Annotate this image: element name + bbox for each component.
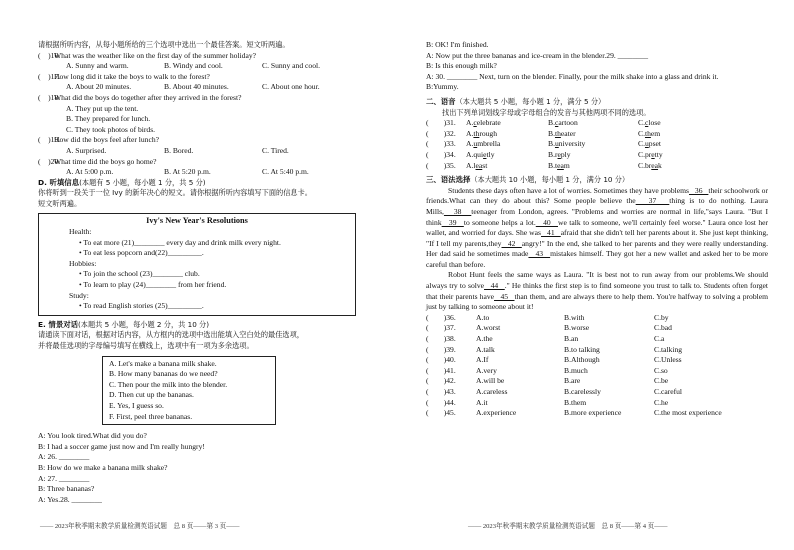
question-number: ( )16. bbox=[38, 50, 61, 60]
question-number: ( )39. bbox=[426, 344, 456, 354]
option-c: C.close bbox=[638, 118, 661, 128]
option-c: C.so bbox=[654, 365, 668, 375]
option-c: C.bad bbox=[654, 323, 672, 333]
option-c: C. Tired. bbox=[262, 145, 289, 155]
blank-44: 44 bbox=[484, 281, 505, 291]
option-c: C.them bbox=[638, 128, 661, 138]
section-d-instructions: 你将听到一段关于一位 Ivy 的新年决心的短文。请你根据所听内容填写下面的信息卡。 bbox=[38, 188, 312, 198]
question-number: ( )18. bbox=[38, 92, 61, 102]
phonics-question bbox=[426, 161, 768, 172]
option-c: C.the most experience bbox=[654, 408, 722, 418]
option-b: B.Although bbox=[564, 355, 600, 365]
question-number: ( )41. bbox=[426, 365, 456, 375]
option-b: B.more experience bbox=[564, 408, 622, 418]
option-a: A.to bbox=[476, 312, 490, 322]
section-2-title: 二、语音 bbox=[426, 96, 456, 106]
option-b: B. Bored. bbox=[164, 145, 194, 155]
question-number: ( )42. bbox=[426, 376, 456, 386]
option-a: A.very bbox=[476, 365, 497, 375]
option-a: A.celebrate bbox=[466, 118, 501, 128]
grammar-question bbox=[426, 376, 768, 387]
option-b: B. At 5:20 p.m. bbox=[164, 167, 211, 177]
section-2-instructions: 找出下列单词划线字母或字母组合的发音与其他两项不同的选项。 bbox=[442, 107, 651, 117]
question-number: ( )45. bbox=[426, 408, 456, 418]
grammar-question-list bbox=[426, 313, 768, 419]
option-c: C.careful bbox=[654, 387, 683, 396]
section-3-title: 三、语法选择 bbox=[426, 175, 471, 185]
option-b: B.worse bbox=[564, 323, 590, 333]
phonics-question-list bbox=[426, 118, 768, 171]
dialog-option: D. Then cut up the bananas. bbox=[109, 390, 194, 400]
blank-39: 39 bbox=[441, 217, 464, 227]
page-footer-4: —— 2023年秋季期末教学质量检测英语试题 总 8 页——第 4 页—— bbox=[468, 523, 668, 530]
option-a: A.through bbox=[466, 128, 498, 138]
question-19 bbox=[38, 135, 390, 156]
section-e-instructions-2: 并将最佳选项的字母编号填写在横线上，选项中有一项为多余选项。 bbox=[38, 341, 254, 351]
resolutions-info-card bbox=[38, 213, 356, 316]
dialog-line: A: Now put the three bananas and ice-cream in the blender.29. ________ bbox=[426, 50, 649, 60]
info-card-health-label: Health: bbox=[69, 227, 92, 237]
underlined-letters: c bbox=[554, 118, 559, 128]
question-number: ( )35. bbox=[426, 160, 456, 170]
dialog-line: B: How do we make a banana milk shake? bbox=[38, 462, 168, 472]
grammar-question bbox=[426, 345, 768, 356]
dialog-line: B: I had a soccer game just now and I'm really hungry! bbox=[38, 441, 205, 451]
underlined-letters: u bbox=[473, 139, 478, 149]
option-b: B.an bbox=[564, 334, 579, 344]
question-number: ( )20. bbox=[38, 156, 61, 166]
option-c: C.pretty bbox=[638, 149, 663, 159]
dialog-option: F. First, peel three bananas. bbox=[109, 411, 193, 421]
underlined-letters: th bbox=[554, 128, 561, 138]
dialog-option: A. Let's make a banana milk shake. bbox=[109, 358, 217, 368]
option-b: B.reply bbox=[548, 149, 571, 159]
option-c: C.break bbox=[638, 160, 662, 170]
option-a: A.the bbox=[476, 334, 493, 344]
option-c: C. They took photos of birds. bbox=[66, 124, 156, 134]
question-number: ( )34. bbox=[426, 149, 456, 159]
option-a: A.quietly bbox=[466, 149, 495, 159]
question-number: ( )38. bbox=[426, 334, 456, 344]
blank-40: 40 bbox=[535, 217, 558, 227]
underlined-letters: e bbox=[483, 149, 487, 159]
listening-instructions: 请根据所听内容，从每小题所给的三个选项中选出一个最佳答案。短文听两遍。 bbox=[38, 40, 290, 49]
option-a: A.worst bbox=[476, 323, 501, 333]
option-b: B. They prepared for lunch. bbox=[66, 114, 151, 124]
option-c: C.talking bbox=[654, 344, 683, 354]
option-a: A. About 20 minutes. bbox=[66, 82, 132, 92]
question-number: ( )40. bbox=[426, 355, 456, 365]
section-d-title: D. 听填信息 bbox=[38, 177, 80, 187]
question-number: ( )37. bbox=[426, 323, 456, 333]
dialog-option: C. Then pour the milk into the blender. bbox=[109, 379, 228, 389]
dialog-line: A: 27. ________ bbox=[38, 473, 90, 483]
option-a: A. At 5:00 p.m. bbox=[66, 167, 114, 177]
option-a: A.umbrella bbox=[466, 139, 501, 149]
underlined-letters: ea bbox=[651, 160, 659, 170]
underlined-letters: u bbox=[554, 139, 559, 149]
info-card-study-label: Study: bbox=[69, 290, 89, 300]
question-number: ( )19. bbox=[38, 135, 61, 145]
section-2-note: （本大题共 5 小题，每小题 1 分，满分 5 分） bbox=[455, 96, 606, 106]
grammar-question bbox=[426, 398, 768, 409]
question-number: ( )32. bbox=[426, 128, 456, 138]
option-c: C. At 5:40 p.m. bbox=[262, 167, 309, 177]
option-c: C.Unless bbox=[654, 355, 682, 365]
option-a: A.will be bbox=[476, 376, 505, 386]
dialog-line: A: 30. ________ Next, turn on the blender. Finally, pour the milk shake into a glass and drink it. bbox=[426, 71, 719, 81]
question-text: What was the weather like on the first day of the summer holiday? bbox=[54, 50, 257, 60]
grammar-question bbox=[426, 366, 768, 377]
underlined-letters: th bbox=[644, 128, 651, 138]
question-text: What time did the boys go home? bbox=[54, 156, 157, 166]
underlined-letters: e bbox=[651, 149, 655, 159]
info-card-item: • To read English stories (25)_________. bbox=[79, 301, 204, 311]
phonics-question bbox=[426, 129, 768, 140]
underlined-letters: e bbox=[557, 149, 561, 159]
option-b: B.carelessly bbox=[564, 387, 601, 396]
grammar-question bbox=[426, 355, 768, 366]
blank-43: 43 bbox=[528, 249, 551, 259]
underlined-letters: c bbox=[644, 118, 649, 128]
section-e-heading bbox=[38, 320, 390, 331]
section-e-instructions: 请通读下面对话，根据对话内容，从方框内的选项中选出能填入空白处的最佳选项， bbox=[38, 330, 304, 340]
question-text: How long did it take the boys to walk to the forest? bbox=[54, 71, 210, 81]
option-b: B.theater bbox=[548, 128, 576, 138]
option-a: A.experience bbox=[476, 408, 517, 418]
question-16 bbox=[38, 51, 390, 72]
grammar-passage-paragraph-1: Students these days often have a lot of worries. Sometimes they have problems 36 their schoolwork or friends.What can they do about this? Some people believe the 37 thing is to do nothing. Laura Mills, 38 teenager from London, agrees. "Problems and worries are normal in life,"says Laura. "But I think 39 to someone helps a lot. 40 we talk to someone, we'll certainly feel worse." Laura once lost her wallet, and worried for days. She was 41 afraid that she didn't tell her parents about it. She just kept thinking, "If I tell my parents,they 42 angry!" In the end, she talked to her parents and they were really understanding. Her dad said he sometimes made 43 mistakes himself. They got her a new wallet and asked her to be more careful than before. bbox=[426, 185, 769, 269]
dialog-option: E. Yes, I guess so. bbox=[109, 401, 164, 410]
dialog-line: B: Is this enough milk? bbox=[426, 61, 497, 71]
dialog-line: B:Yummy. bbox=[426, 82, 459, 92]
underlined-letters: c bbox=[473, 118, 477, 128]
option-a: A.least bbox=[466, 160, 488, 170]
section-d-heading bbox=[38, 178, 390, 189]
phonics-question bbox=[426, 118, 768, 129]
blank-36: 36 bbox=[689, 185, 709, 195]
phonics-question bbox=[426, 139, 768, 150]
underlined-letters: th bbox=[473, 128, 480, 138]
option-b: B.are bbox=[564, 376, 581, 386]
dialog-line: A: Yes.28. ________ bbox=[38, 494, 102, 504]
section-e-note: (本题共 5 小题，每小题 2 分，共 10 分) bbox=[78, 319, 210, 329]
blank-41: 41 bbox=[541, 228, 561, 238]
question-20 bbox=[38, 157, 390, 178]
option-a: A. Surprised. bbox=[66, 145, 107, 155]
option-b: B.to talking bbox=[564, 344, 600, 354]
option-b: B.university bbox=[548, 139, 586, 149]
option-c: C.by bbox=[654, 312, 669, 322]
option-b: B.them bbox=[564, 397, 587, 407]
option-b: B.much bbox=[564, 365, 588, 375]
dialog-line: A: You look tired.What did you do? bbox=[38, 431, 147, 441]
question-text: What did the boys do together after they arrived in the forest? bbox=[54, 92, 242, 102]
question-number: ( )33. bbox=[426, 139, 456, 149]
right-page bbox=[426, 40, 768, 419]
option-c: C.a bbox=[654, 334, 665, 344]
option-b: B. About 40 minutes. bbox=[164, 82, 229, 92]
option-a: A.talk bbox=[476, 344, 495, 354]
grammar-question bbox=[426, 408, 768, 419]
info-card-title: Ivy's New Year's Resolutions bbox=[146, 215, 248, 225]
question-number: ( )44. bbox=[426, 397, 456, 407]
option-a: A.If bbox=[476, 355, 489, 365]
section-e-title: E. 情景对话 bbox=[38, 319, 78, 329]
option-a: A.careless bbox=[476, 387, 508, 396]
question-17 bbox=[38, 72, 390, 93]
question-number: ( )43. bbox=[426, 387, 456, 396]
section-d-instructions-2: 短文听两遍。 bbox=[38, 198, 82, 208]
info-card-item: • To eat less popcorn and(22)_________. bbox=[79, 248, 204, 258]
info-card-item: • To join the school (23)________ club. bbox=[79, 269, 200, 279]
option-c: C. Sunny and cool. bbox=[262, 61, 321, 71]
section-3-heading bbox=[426, 175, 768, 186]
grammar-question bbox=[426, 323, 768, 334]
dialog-option: B. How many bananas do we need? bbox=[109, 369, 218, 379]
section-d-note: (本题有 5 小题，每小题 1 分，共 5 分) bbox=[79, 177, 206, 187]
option-c: C. About one hour. bbox=[262, 82, 320, 92]
section-3-note: （本大题共 10 小题，每小题 1 分，满分 10 分） bbox=[470, 175, 630, 185]
option-b: B.team bbox=[548, 160, 570, 170]
underlined-letters: ea bbox=[475, 160, 483, 170]
info-card-hobbies-label: Hobbies: bbox=[69, 258, 97, 268]
option-a: A.it bbox=[476, 397, 488, 407]
dialog-options-box bbox=[102, 356, 276, 426]
blank-37: 37 bbox=[635, 196, 670, 206]
question-18 bbox=[38, 93, 390, 135]
option-a: A. They put up the tent. bbox=[66, 103, 139, 113]
option-a: A. Sunny and warm. bbox=[66, 61, 129, 71]
left-page bbox=[38, 40, 390, 505]
option-c: C.he bbox=[654, 397, 669, 407]
grammar-passage-paragraph-2: Robot Hunt feels the same ways as Laura. "It is best not to run away from our problems.We should always try to solve 44 ." He thinks the first step is to find someone you trust to talk to. Students often forget that their parents have 45 than them, and are always there to help them. You're halfway to solving a problem just by talking to someone about it! bbox=[426, 270, 768, 312]
grammar-question bbox=[426, 334, 768, 345]
question-text: How did the boys feel after lunch? bbox=[54, 135, 160, 145]
blank-42: 42 bbox=[501, 238, 522, 248]
dialog-line: B: Three bananas? bbox=[38, 484, 95, 494]
underlined-letters: u bbox=[644, 139, 649, 149]
question-number: ( )17. bbox=[38, 71, 61, 81]
option-c: C.be bbox=[654, 376, 669, 386]
option-b: B.with bbox=[564, 312, 585, 322]
section-2-heading bbox=[426, 97, 768, 108]
question-number: ( )36. bbox=[426, 312, 456, 322]
grammar-question bbox=[426, 313, 768, 324]
underlined-letters: ea bbox=[557, 160, 564, 170]
grammar-question bbox=[426, 387, 768, 398]
info-card-item: • To learn to play (24)________ from her friend. bbox=[79, 280, 227, 290]
phonics-question bbox=[426, 150, 768, 161]
blank-45: 45 bbox=[494, 291, 515, 301]
question-number: ( )31. bbox=[426, 118, 456, 128]
option-b: B.cartoon bbox=[548, 118, 578, 128]
dialog-line: B: OK! I'm finished. bbox=[426, 40, 489, 49]
option-c: C.upset bbox=[638, 139, 661, 149]
option-b: B. Windy and cool. bbox=[164, 61, 223, 71]
info-card-item: • To eat more (21)________ every day and drink milk every night. bbox=[79, 237, 281, 247]
page-footer-3: —— 2023年秋季期末教学质量检测英语试题 总 8 页——第 3 页—— bbox=[40, 523, 240, 530]
blank-38: 38 bbox=[443, 206, 472, 216]
dialog-line: A: 26. ________ bbox=[38, 452, 90, 462]
